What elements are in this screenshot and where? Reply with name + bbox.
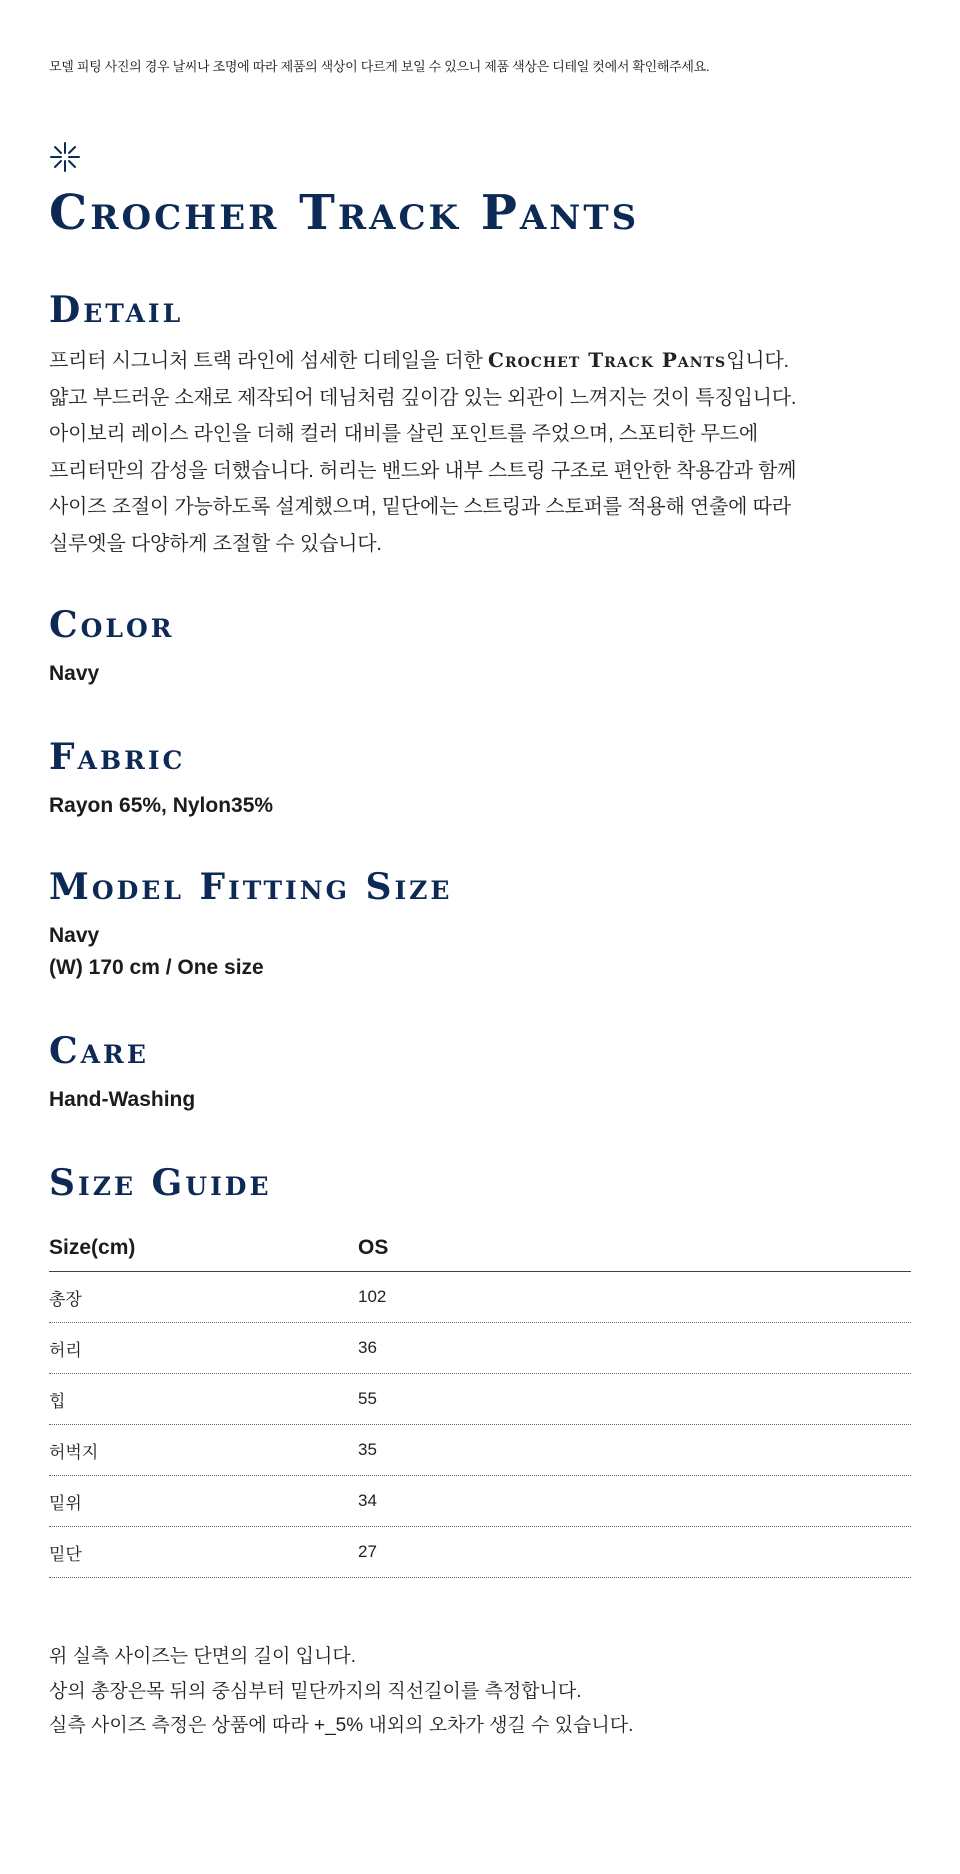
measure-label: 밑위: [49, 1493, 82, 1513]
detail-line-prefix: 프리터 시그니처 트랙 라인에 섬세한 디테일을 더한: [49, 350, 489, 372]
model-size-value: (W) 170 cm / One size: [49, 956, 264, 979]
measure-label: 밑단: [49, 1544, 82, 1564]
detail-line: 아이보리 레이스 라인을 더해 컬러 대비를 살린 포인트를 주었으며, 스포티한 무드에: [49, 423, 759, 445]
measure-value: 27: [358, 1542, 377, 1561]
measure-value: 102: [358, 1287, 387, 1306]
table-row: [49, 1476, 911, 1527]
detail-line: 얇고 부드러운 소재로 제작되어 데님처럼 깊이감 있는 외관이 느껴지는 것이 특징입니다.: [49, 386, 797, 409]
measurement-notes: [49, 1640, 633, 1744]
care-value: Hand-Washing: [49, 1088, 196, 1111]
detail-heading: Detail: [49, 289, 184, 331]
os-column-header: OS: [358, 1235, 389, 1259]
table-row: [49, 1374, 911, 1425]
size-guide-table: [49, 1224, 911, 1578]
color-value: Navy: [49, 662, 100, 685]
fabric-value: Rayon 65%, Nylon35%: [49, 794, 274, 817]
asterisk-sparkle-icon: [49, 141, 81, 173]
care-heading: Care: [49, 1030, 149, 1072]
model-color-value: Navy: [49, 924, 100, 947]
table-row: [49, 1323, 911, 1374]
measure-value: 35: [358, 1440, 377, 1459]
color-heading: Color: [49, 604, 175, 646]
size-table-header: [49, 1224, 911, 1272]
table-row: [49, 1272, 911, 1323]
size-column-header: Size(cm): [49, 1235, 136, 1259]
detail-line: 프리터만의 감성을 더했습니다. 허리는 밴드와 내부 스트링 구조로 편안한 착용감과 함께: [49, 459, 797, 482]
fabric-heading: Fabric: [49, 736, 186, 778]
measure-label: 힙: [49, 1391, 66, 1411]
note-line: 위 실측 사이즈는 단면의 길이 입니다.: [49, 1646, 356, 1667]
measure-value: 55: [358, 1389, 377, 1408]
product-title: Crocher Track Pants: [49, 185, 640, 241]
size-guide-heading: Size Guide: [49, 1162, 272, 1204]
measure-label: 허벅지: [49, 1442, 99, 1462]
note-line: 실측 사이즈 측정은 상품에 따라 +_5% 내외의 오차가 생길 수 있습니다.: [49, 1715, 634, 1736]
measure-label: 총장: [49, 1289, 82, 1309]
detail-description: [49, 342, 911, 562]
detail-line-suffix: 입니다.: [726, 350, 789, 372]
detail-line: 사이즈 조절이 가능하도록 설계했으며, 밑단에는 스트링과 스토퍼를 적용해 연출에 따라: [49, 496, 791, 518]
table-row: [49, 1425, 911, 1476]
measure-value: 36: [358, 1338, 377, 1357]
table-row: [49, 1527, 911, 1578]
model-fitting-heading: Model Fitting Size: [49, 866, 453, 908]
measure-value: 34: [358, 1491, 377, 1510]
detail-line: [49, 342, 911, 380]
note-line: 상의 총장은목 뒤의 중심부터 밑단까지의 직선길이를 측정합니다.: [49, 1680, 582, 1702]
product-name-inline: Crochet Track Pants: [488, 348, 727, 372]
detail-line: 실루엣을 다양하게 조절할 수 있습니다.: [49, 532, 382, 555]
color-notice: 모델 피팅 사진의 경우 날씨나 조명에 따라 제품의 색상이 다르게 보일 수 있으니 제품 색상은 디테일 컷에서 확인해주세요.: [49, 59, 710, 74]
measure-label: 허리: [49, 1340, 82, 1360]
